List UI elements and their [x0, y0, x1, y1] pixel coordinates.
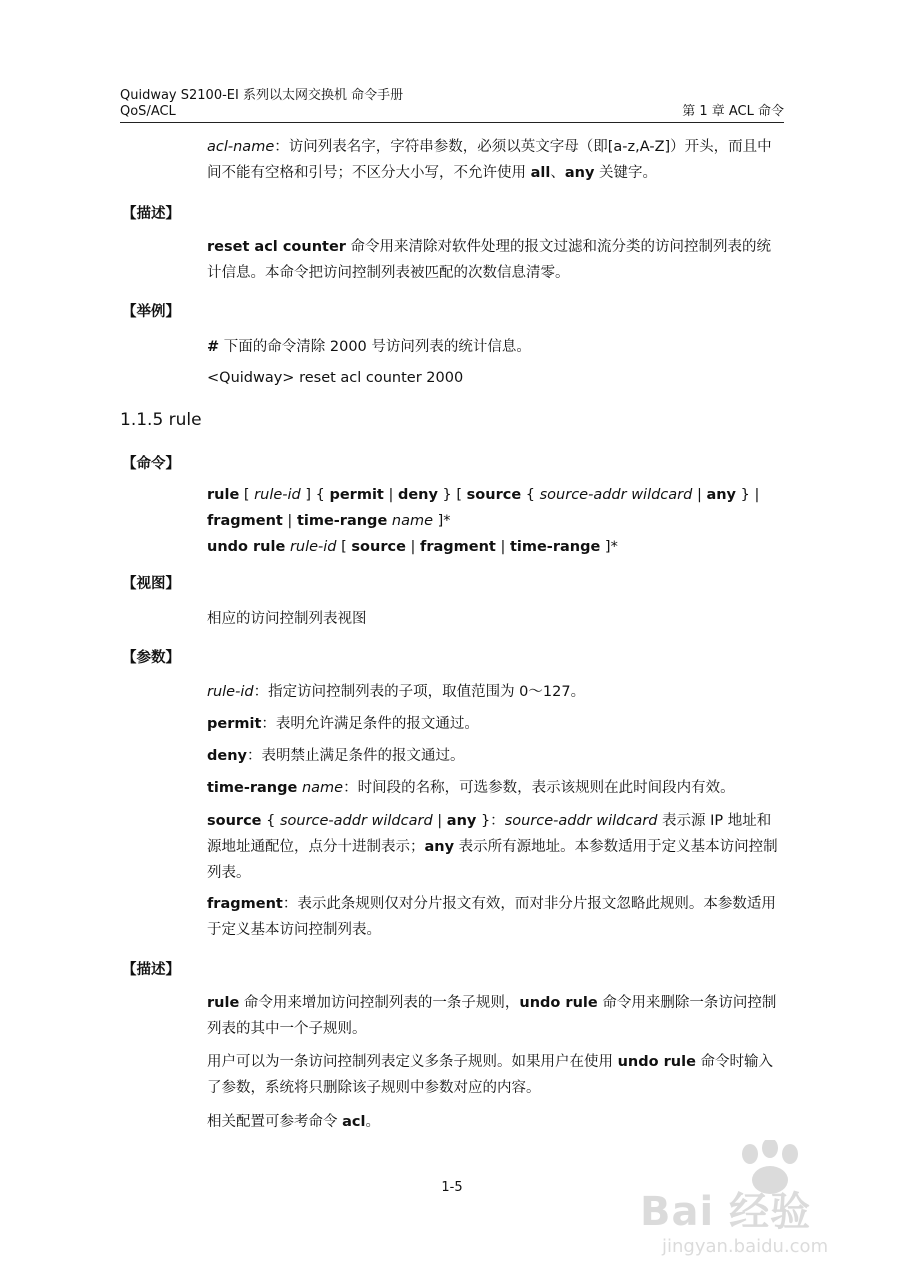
desc-paragraph-2: rule 命令用来增加访问控制列表的一条子规则，undo rule 命令用来删除一条访问控制列表的其中一个子规则。 [207, 995, 777, 1037]
example-comment: # 下面的命令清除 2000 号访问列表的统计信息。 [207, 339, 531, 355]
command-label: 【命令】 [122, 456, 180, 472]
example-command: <Quidway> reset acl counter 2000 [207, 370, 464, 386]
desc-paragraph-3: 用户可以为一条访问控制列表定义多条子规则。如果用户在使用 undo rule 命令时输入了参数，系统将只删除该子规则中参数对应的内容。 [207, 1054, 774, 1096]
watermark-brand: Bai 经验 [640, 1189, 812, 1235]
param-time-range: time-range name：时间段的名称，可选参数，表示该规则在此时间段内有效。 [207, 780, 735, 796]
example-label: 【举例】 [122, 304, 180, 320]
param-source: source { source-addr wildcard | any }：source-addr wildcard 表示源 IP 地址和源地址通配位，点分十进制表示；any 表示所有源地址。本参数适用于定义基本访问控制列表。 [207, 813, 778, 881]
param-fragment: fragment：表示此条规则仅对分片报文有效，而对非分片报文忽略此规则。本参数适用于定义基本访问控制列表。 [207, 896, 776, 938]
header-right: 第 1 章 ACL 命令 [682, 104, 784, 119]
page-number: 1-5 [441, 1180, 463, 1195]
header-title: Quidway S2100-EI 系列以太网交换机 命令手册 [120, 88, 404, 103]
header-divider [120, 122, 784, 123]
acl-name-param: acl-name：访问列表名字，字符串参数，必须以英文字母（即[a-z,A-Z]）开头，而且中间不能有空格和引号；不区分大小写，不允许使用 all、any 关键字。 [207, 139, 772, 181]
page-header [120, 88, 784, 120]
watermark-url: jingyan.baidu.com [662, 1236, 829, 1257]
params-label: 【参数】 [122, 650, 180, 666]
param-deny: deny：表明禁止满足条件的报文通过。 [207, 748, 465, 764]
desc-label-1: 【描述】 [122, 206, 180, 222]
section-title: 1.1.5 rule [120, 410, 202, 430]
view-text: 相应的访问控制列表视图 [207, 611, 367, 627]
param-permit: permit：表明允许满足条件的报文通过。 [207, 716, 479, 732]
desc-paragraph-1: reset acl counter 命令用来清除对软件处理的报文过滤和流分类的访问控制列表的统计信息。本命令把访问控制列表被匹配的次数信息清零。 [207, 239, 772, 281]
desc-label-2: 【描述】 [122, 962, 180, 978]
param-rule-id: rule-id：指定访问控制列表的子项，取值范围为 0～127。 [207, 684, 586, 700]
baidu-watermark [640, 1140, 880, 1270]
header-left: QoS/ACL [120, 104, 176, 119]
view-label: 【视图】 [122, 576, 180, 592]
command-syntax-rule: rule [ rule-id ] { permit | deny } [ source { source-addr wildcard | any } | fragment | time-range name ]* [207, 487, 760, 529]
command-syntax-undo: undo rule rule-id [ source | fragment | time-range ]* [207, 539, 618, 555]
desc-paragraph-4: 相关配置可参考命令 acl。 [207, 1114, 380, 1130]
